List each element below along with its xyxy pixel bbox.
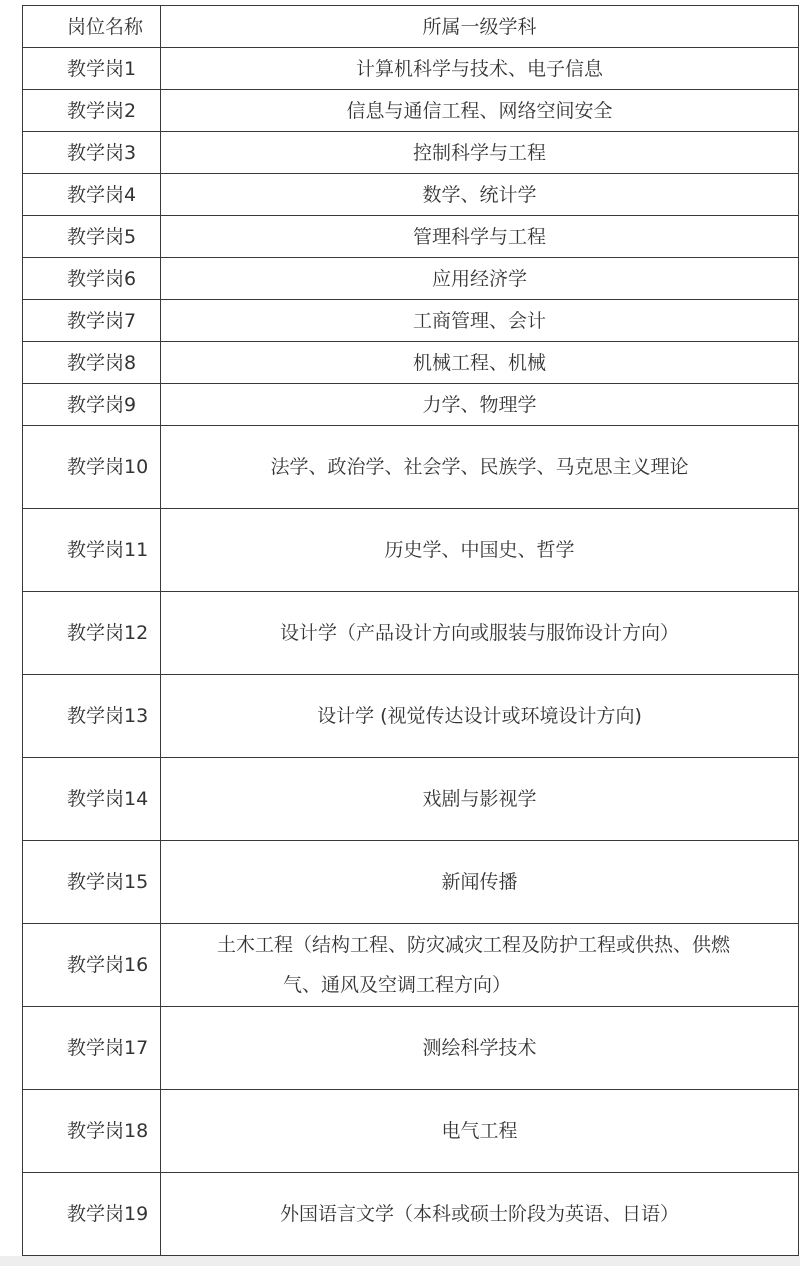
table-row <box>23 592 799 675</box>
position-cell: 教学岗3 <box>23 132 161 174</box>
table-row <box>23 258 799 300</box>
positions-table-container <box>22 5 798 1256</box>
positions-table <box>22 5 799 1256</box>
horizontal-scrollbar-track[interactable] <box>0 1256 800 1266</box>
position-cell: 教学岗11 <box>23 509 161 592</box>
position-cell: 教学岗16 <box>23 924 161 1007</box>
discipline-cell: 测绘科学技术 <box>161 1007 799 1090</box>
header-discipline: 所属一级学科 <box>161 6 799 48</box>
discipline-line-1: 土木工程（结构工程、防灾减灾工程及防护工程或供热、供燃 <box>217 934 731 956</box>
table-row <box>23 132 799 174</box>
position-cell: 教学岗7 <box>23 300 161 342</box>
table-row <box>23 1173 799 1256</box>
discipline-cell: 数学、统计学 <box>161 174 799 216</box>
table-header-row <box>23 6 799 48</box>
table-row <box>23 1090 799 1173</box>
table-row <box>23 675 799 758</box>
position-cell: 教学岗4 <box>23 174 161 216</box>
discipline-cell: 历史学、中国史、哲学 <box>161 509 799 592</box>
discipline-cell: 信息与通信工程、网络空间安全 <box>161 90 799 132</box>
discipline-cell: 应用经济学 <box>161 258 799 300</box>
table-row <box>23 1007 799 1090</box>
table-row <box>23 90 799 132</box>
position-cell: 教学岗8 <box>23 342 161 384</box>
table-row <box>23 426 799 509</box>
discipline-cell: 力学、物理学 <box>161 384 799 426</box>
position-cell: 教学岗18 <box>23 1090 161 1173</box>
discipline-cell: 设计学 (视觉传达设计或环境设计方向) <box>161 675 799 758</box>
table-row <box>23 48 799 90</box>
position-cell: 教学岗2 <box>23 90 161 132</box>
position-cell: 教学岗9 <box>23 384 161 426</box>
discipline-cell: 机械工程、机械 <box>161 342 799 384</box>
position-cell: 教学岗14 <box>23 758 161 841</box>
discipline-cell: 设计学（产品设计方向或服装与服饰设计方向） <box>161 592 799 675</box>
discipline-cell: 外国语言文学（本科或硕士阶段为英语、日语） <box>161 1173 799 1256</box>
table-row <box>23 216 799 258</box>
discipline-cell: 计算机科学与技术、电子信息 <box>161 48 799 90</box>
position-cell: 教学岗6 <box>23 258 161 300</box>
discipline-cell: 新闻传播 <box>161 841 799 924</box>
discipline-cell: 法学、政治学、社会学、民族学、马克思主义理论 <box>161 426 799 509</box>
position-cell: 教学岗17 <box>23 1007 161 1090</box>
discipline-line-2: 气、通风及空调工程方向） <box>283 974 512 996</box>
table-row <box>23 342 799 384</box>
discipline-cell: 工商管理、会计 <box>161 300 799 342</box>
table-row <box>23 924 799 1007</box>
header-position: 岗位名称 <box>23 6 161 48</box>
discipline-cell: 戏剧与影视学 <box>161 758 799 841</box>
position-cell: 教学岗13 <box>23 675 161 758</box>
table-row <box>23 384 799 426</box>
discipline-cell: 电气工程 <box>161 1090 799 1173</box>
discipline-cell: 管理科学与工程 <box>161 216 799 258</box>
position-cell: 教学岗15 <box>23 841 161 924</box>
position-cell: 教学岗12 <box>23 592 161 675</box>
discipline-cell <box>161 924 799 1007</box>
table-row <box>23 174 799 216</box>
position-cell: 教学岗1 <box>23 48 161 90</box>
table-row <box>23 300 799 342</box>
table-row <box>23 841 799 924</box>
position-cell: 教学岗10 <box>23 426 161 509</box>
discipline-cell: 控制科学与工程 <box>161 132 799 174</box>
table-row <box>23 758 799 841</box>
position-cell: 教学岗5 <box>23 216 161 258</box>
position-cell: 教学岗19 <box>23 1173 161 1256</box>
table-row <box>23 509 799 592</box>
